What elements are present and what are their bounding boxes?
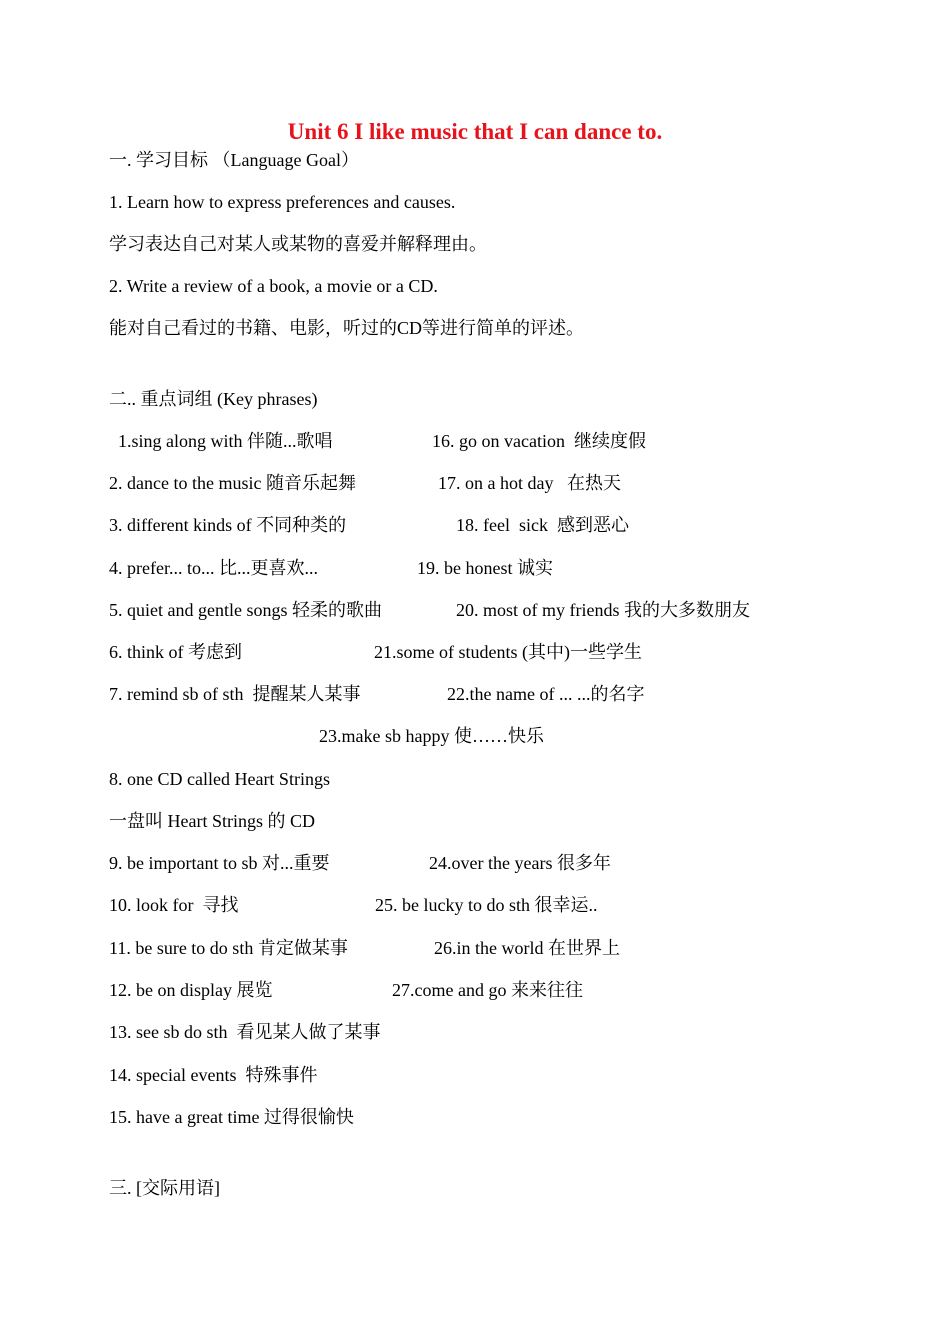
phrase-item: 22.the name of ... ...的名字 <box>447 684 645 704</box>
section-heading-communication: 三. [交际用语] <box>109 1178 220 1198</box>
phrase-item: 一盘叫 Heart Strings 的 CD <box>109 811 315 831</box>
phrase-item: 12. be on display 展览 <box>109 980 273 1000</box>
document-title: Unit 6 I like music that I can dance to. <box>287 119 663 144</box>
phrase-item: 8. one CD called Heart Strings <box>109 769 330 789</box>
section-heading-key-phrases: 二.. 重点词组 (Key phrases) <box>109 389 318 409</box>
phrase-item: 19. be honest 诚实 <box>417 558 553 578</box>
phrase-item: 13. see sb do sth 看见某人做了某事 <box>109 1022 381 1042</box>
phrase-item: 24.over the years 很多年 <box>429 853 611 873</box>
goal-item: 能对自己看过的书籍、电影，听过的CD等进行简单的评述。 <box>109 318 585 338</box>
goal-item: 1. Learn how to express preferences and causes. <box>109 192 456 212</box>
phrase-item: 17. on a hot day 在热天 <box>438 473 621 493</box>
phrase-item: 4. prefer... to... 比...更喜欢... <box>109 558 318 578</box>
phrase-item: 18. feel sick 感到恶心 <box>456 515 629 535</box>
goal-item: 学习表达自己对某人或某物的喜爱并解释理由。 <box>109 234 487 254</box>
phrase-item: 26.in the world 在世界上 <box>434 938 620 958</box>
phrase-item: 9. be important to sb 对...重要 <box>109 853 330 873</box>
phrase-item: 14. special events 特殊事件 <box>109 1065 318 1085</box>
phrase-item: 6. think of 考虑到 <box>109 642 242 662</box>
phrase-item: 20. most of my friends 我的大多数朋友 <box>456 600 750 620</box>
phrase-item: 11. be sure to do sth 肯定做某事 <box>109 938 348 958</box>
phrase-item: 15. have a great time 过得很愉快 <box>109 1107 354 1127</box>
section-heading-language-goal: 一. 学习目标 （Language Goal） <box>109 150 359 170</box>
phrase-item: 23.make sb happy 使……快乐 <box>319 726 544 746</box>
phrase-item: 25. be lucky to do sth 很幸运.. <box>375 895 598 915</box>
phrase-item: 7. remind sb of sth 提醒某人某事 <box>109 684 361 704</box>
phrase-item: 3. different kinds of 不同种类的 <box>109 515 347 535</box>
phrase-item: 2. dance to the music 随音乐起舞 <box>109 473 356 493</box>
phrase-item: 1.sing along with 伴随...歌唱 <box>118 431 333 451</box>
phrase-item: 27.come and go 来来往往 <box>392 980 583 1000</box>
phrase-item: 5. quiet and gentle songs 轻柔的歌曲 <box>109 600 382 620</box>
phrase-item: 16. go on vacation 继续度假 <box>432 431 646 451</box>
goal-item: 2. Write a review of a book, a movie or a CD. <box>109 276 438 296</box>
phrase-item: 21.some of students (其中)一些学生 <box>374 642 642 662</box>
phrase-item: 10. look for 寻找 <box>109 895 239 915</box>
